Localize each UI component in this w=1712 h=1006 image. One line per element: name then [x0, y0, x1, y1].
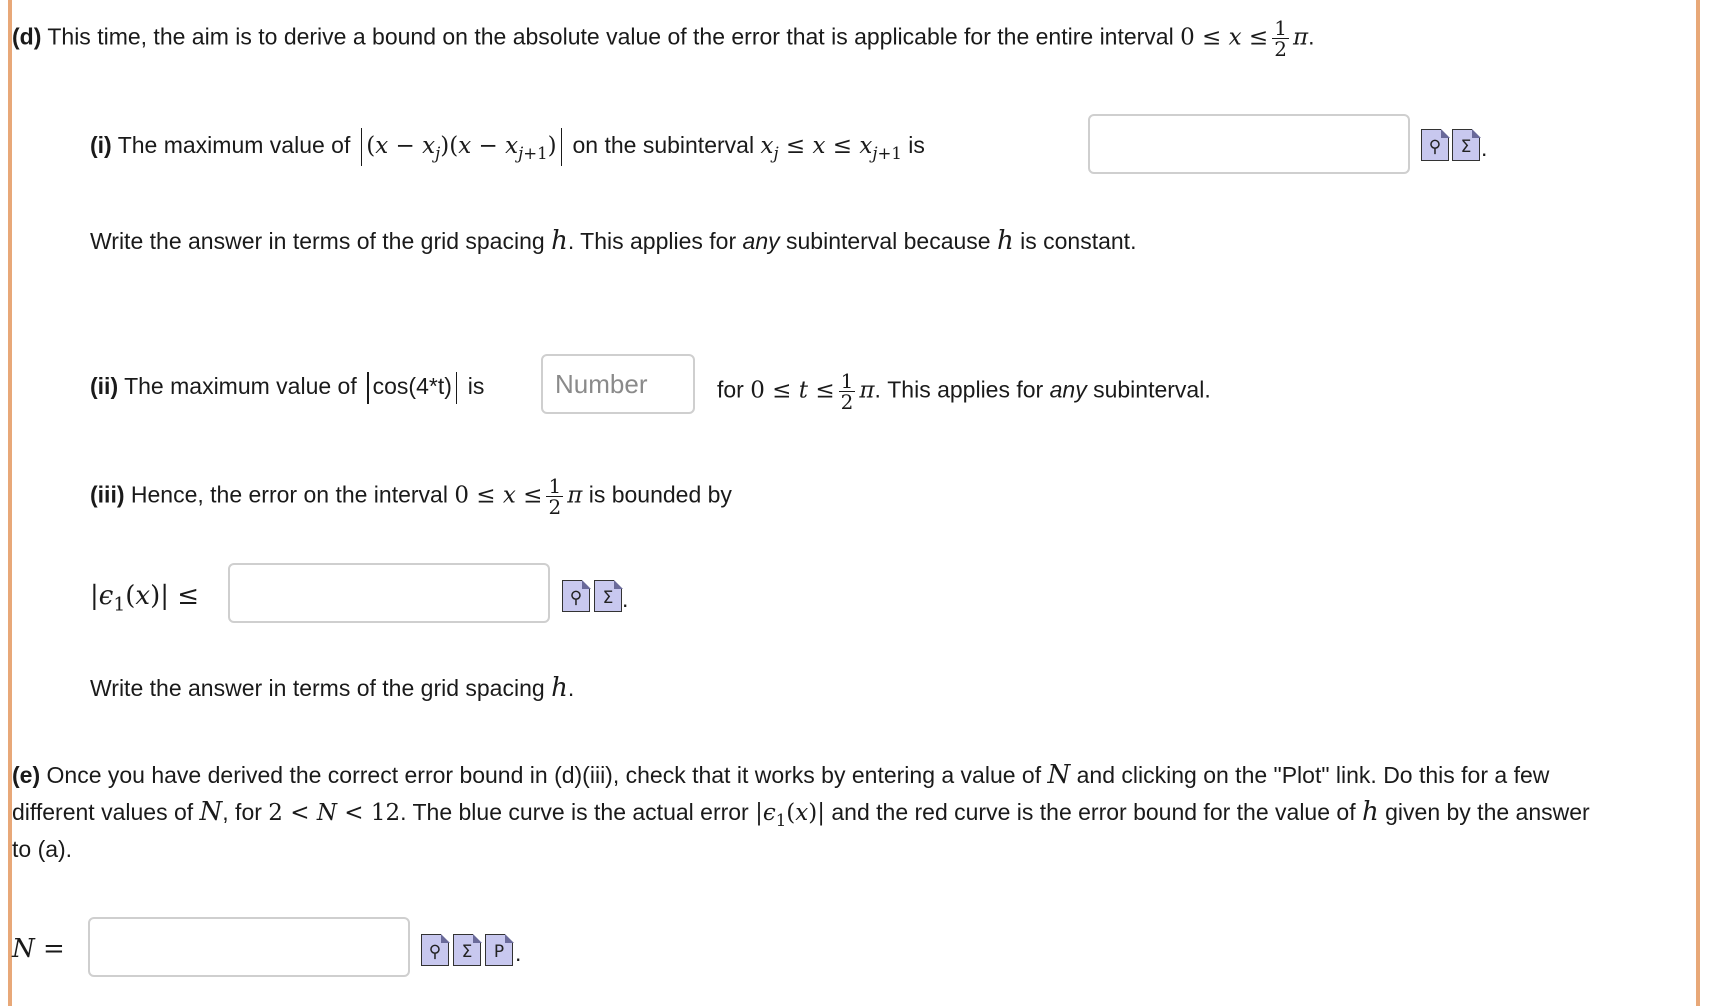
- part-iii-label: (iii): [90, 481, 125, 508]
- part-d-intro: (d) This time, the aim is to derive a bound on the absolute value of the error that is applicable for the entire interval 0 ≤ x ≤ $\frac{1}{2}$ π.: [12, 16, 1315, 61]
- part-i-text-after: is: [908, 132, 925, 159]
- part-ii-question: (ii) The maximum value of cos(4*t) is: [90, 371, 484, 404]
- part-e-line3: to (a).: [12, 836, 73, 862]
- part-ii-domain: for 0 ≤ t ≤ $\frac{1}{2}$ π. This applies for any subinterval.: [717, 369, 1211, 414]
- part-iii-answer-input[interactable]: [228, 563, 550, 623]
- part-i-expression: $(x - x_j)(x - x_{j+1})$: [366, 133, 557, 163]
- part-i-note: Write the answer in terms of the grid spacing h. This applies for any subinterval because h is constant.: [90, 226, 1137, 256]
- preview-icon[interactable]: ⚲: [421, 934, 449, 966]
- part-ii-number-input[interactable]: [541, 354, 695, 414]
- n-label: N =: [12, 934, 65, 964]
- part-e-line2: different values of N, for 2 < N < 12. The blue curve is the actual error $|\epsilon_1(x)|$ and the red curve is the error bound for the value of h given by the answer: [12, 797, 1590, 830]
- error-bound-label: $|\epsilon_1(x)|$ ≤: [90, 581, 200, 616]
- part-ii-function: cos(4*t): [372, 373, 452, 399]
- part-i-text-before: The maximum value of: [117, 132, 351, 159]
- part-i-subinterval: $x_j \le x \le x_{j+1}$: [760, 133, 902, 163]
- part-i-answer-input[interactable]: [1088, 114, 1410, 174]
- pi-symbol: π: [1292, 24, 1309, 51]
- equation-editor-icon[interactable]: Σ: [594, 580, 622, 612]
- part-d-math: 0 ≤ x ≤: [1180, 24, 1269, 51]
- plot-icon[interactable]: P: [485, 934, 513, 966]
- part-iii-note: Write the answer in terms of the grid spacing h.: [90, 673, 575, 703]
- preview-icon[interactable]: ⚲: [562, 580, 590, 612]
- part-d-label: (d): [12, 23, 42, 50]
- preview-icon[interactable]: ⚲: [1421, 129, 1449, 161]
- n-input[interactable]: [88, 917, 410, 977]
- part-i-text-mid: on the subinterval: [572, 132, 755, 159]
- part-e-label: (e): [12, 762, 41, 788]
- part-i-label: (i): [90, 132, 112, 159]
- part-d-text: This time, the aim is to derive a bound on the absolute value of the error that is applicable for the entire interval: [47, 23, 1174, 50]
- part-i-question: [90, 128, 925, 169]
- part-e-line1: (e) Once you have derived the correct error bound in (d)(iii), check that it works by entering a value of N and clicking on the "Plot" link. Do this for a few: [12, 760, 1550, 790]
- equation-editor-icon[interactable]: Σ: [1452, 129, 1480, 161]
- equation-editor-icon[interactable]: Σ: [453, 934, 481, 966]
- part-iii-question: (iii) Hence, the error on the interval 0 ≤ x ≤ $\frac{1}{2}$ π is bounded by: [90, 474, 732, 519]
- fraction-half: $\frac{1}{2}$: [1274, 16, 1287, 61]
- part-ii-label: (ii): [90, 373, 119, 399]
